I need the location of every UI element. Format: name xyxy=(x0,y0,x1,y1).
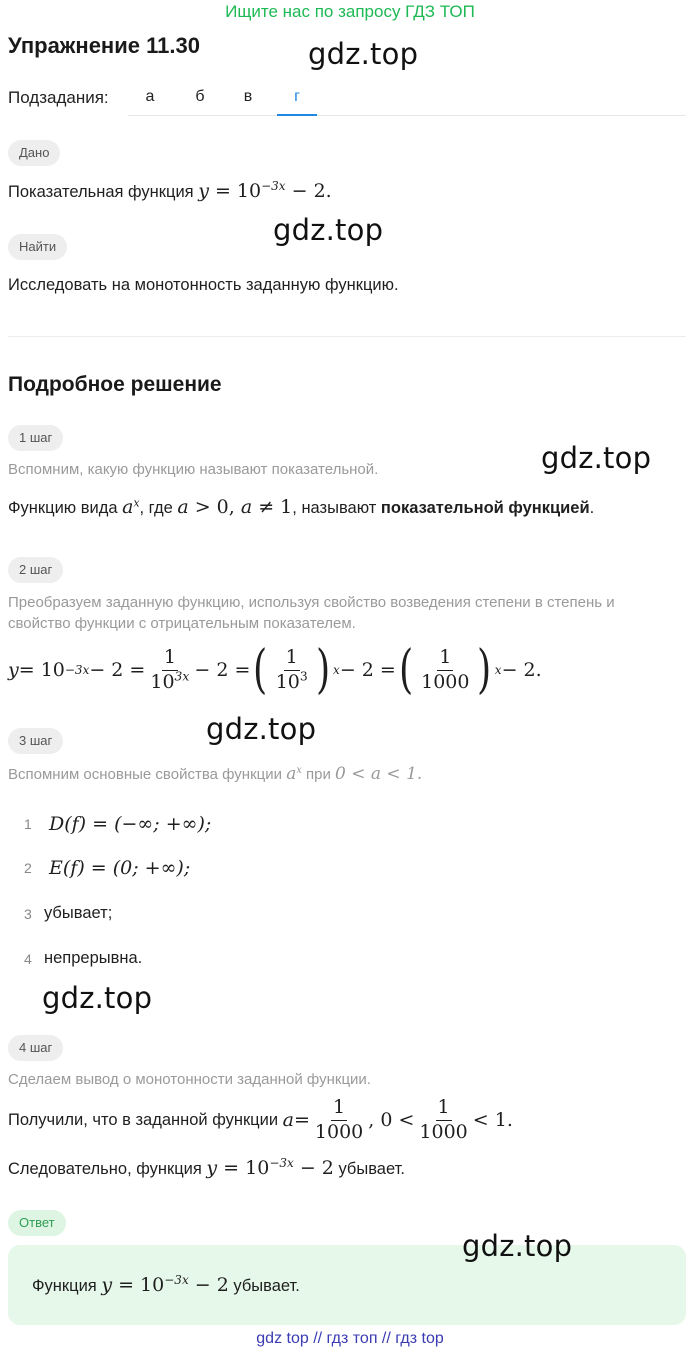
watermark: gdz.top xyxy=(273,213,384,247)
step3-pill: 3 шаг xyxy=(8,728,63,754)
watermark: gdz.top xyxy=(308,37,419,71)
subtasks-label: Подзадания: xyxy=(8,88,109,107)
tab-g[interactable]: г xyxy=(294,88,300,105)
tab-a[interactable]: а xyxy=(145,88,155,105)
step2-hint-line1: Преобразуем заданную функцию, используя свойство возведения степени в степень и xyxy=(8,594,615,611)
fraction-3: $\frac{1}{1000}$ xyxy=(421,645,470,693)
answer-text: Функция $y = 10^{-3x} - 2$ убывает. xyxy=(32,1272,300,1296)
given-pill: Дано xyxy=(8,140,60,166)
active-tab-indicator xyxy=(277,114,317,116)
find-text: Исследовать на монотонность заданную функцию. xyxy=(8,276,399,294)
fraction-1: $\frac{1}{10^{3x}}$ xyxy=(150,645,190,693)
find-pill: Найти xyxy=(8,234,67,260)
page-title: Упражнение 11.30 xyxy=(8,33,200,58)
watermark: gdz.top xyxy=(541,441,652,475)
step4-line2: Следовательно, функция $y = 10^{-3x} - 2$ убывает. xyxy=(8,1155,405,1179)
tab-b[interactable]: б xyxy=(195,88,205,105)
step1-pill: 1 шаг xyxy=(8,425,63,451)
step1-hint: Вспомним, какую функцию называют показательной. xyxy=(8,461,379,478)
step4-hint: Сделаем вывод о монотонности заданной функции. xyxy=(8,1071,371,1088)
answer-pill: Ответ xyxy=(8,1210,66,1236)
step2-pill: 2 шаг xyxy=(8,557,63,583)
list-item: 4 непрерывна. xyxy=(24,949,143,967)
top-banner[interactable]: Ищите нас по запросу ГДЗ ТОП xyxy=(225,2,475,21)
list-item: 1 D(f) = (−∞; +∞); xyxy=(24,813,212,835)
list-item: 3 убывает; xyxy=(24,904,113,922)
step1-text: Функцию вида $a^x$, где a > 0, a ≠ 1, называют показательной функцией. xyxy=(8,496,595,518)
tabs-divider xyxy=(128,115,686,116)
section-divider xyxy=(8,336,686,337)
step4-pill: 4 шаг xyxy=(8,1035,63,1061)
step4-line1: Получили, что в заданной функции a = $\frac{1}{1000}$ , 0 < $\frac{1}{1000}$ < 1. xyxy=(8,1095,513,1143)
list-item: 2 E(f) = (0; +∞); xyxy=(24,857,191,879)
step2-hint-line2: свойство функции с отрицательным показателем. xyxy=(8,615,356,632)
watermark: gdz.top xyxy=(206,712,317,746)
footer-links[interactable]: gdz top // гдз топ // гдз top xyxy=(256,1330,444,1347)
tab-v[interactable]: в xyxy=(243,88,253,105)
fraction-2: $\frac{1}{10^3}$ xyxy=(275,645,308,693)
solution-title: Подробное решение xyxy=(8,373,222,396)
step2-formula: y = 10 −3x − 2 = $\frac{1}{10^{3x}}$ − 2 = ( $\frac{1}{10^3}$ ) x − 2 = ( $\frac{1}{1000}$ ) x − 2. xyxy=(8,640,542,700)
given-text: Показательная функция $y = 10^{-3x} - 2$. xyxy=(8,178,332,202)
watermark: gdz.top xyxy=(42,981,153,1015)
watermark: gdz.top xyxy=(462,1229,573,1263)
step3-hint: Вспомним основные свойства функции $a^x$ при 0 < a < 1. xyxy=(8,764,423,784)
